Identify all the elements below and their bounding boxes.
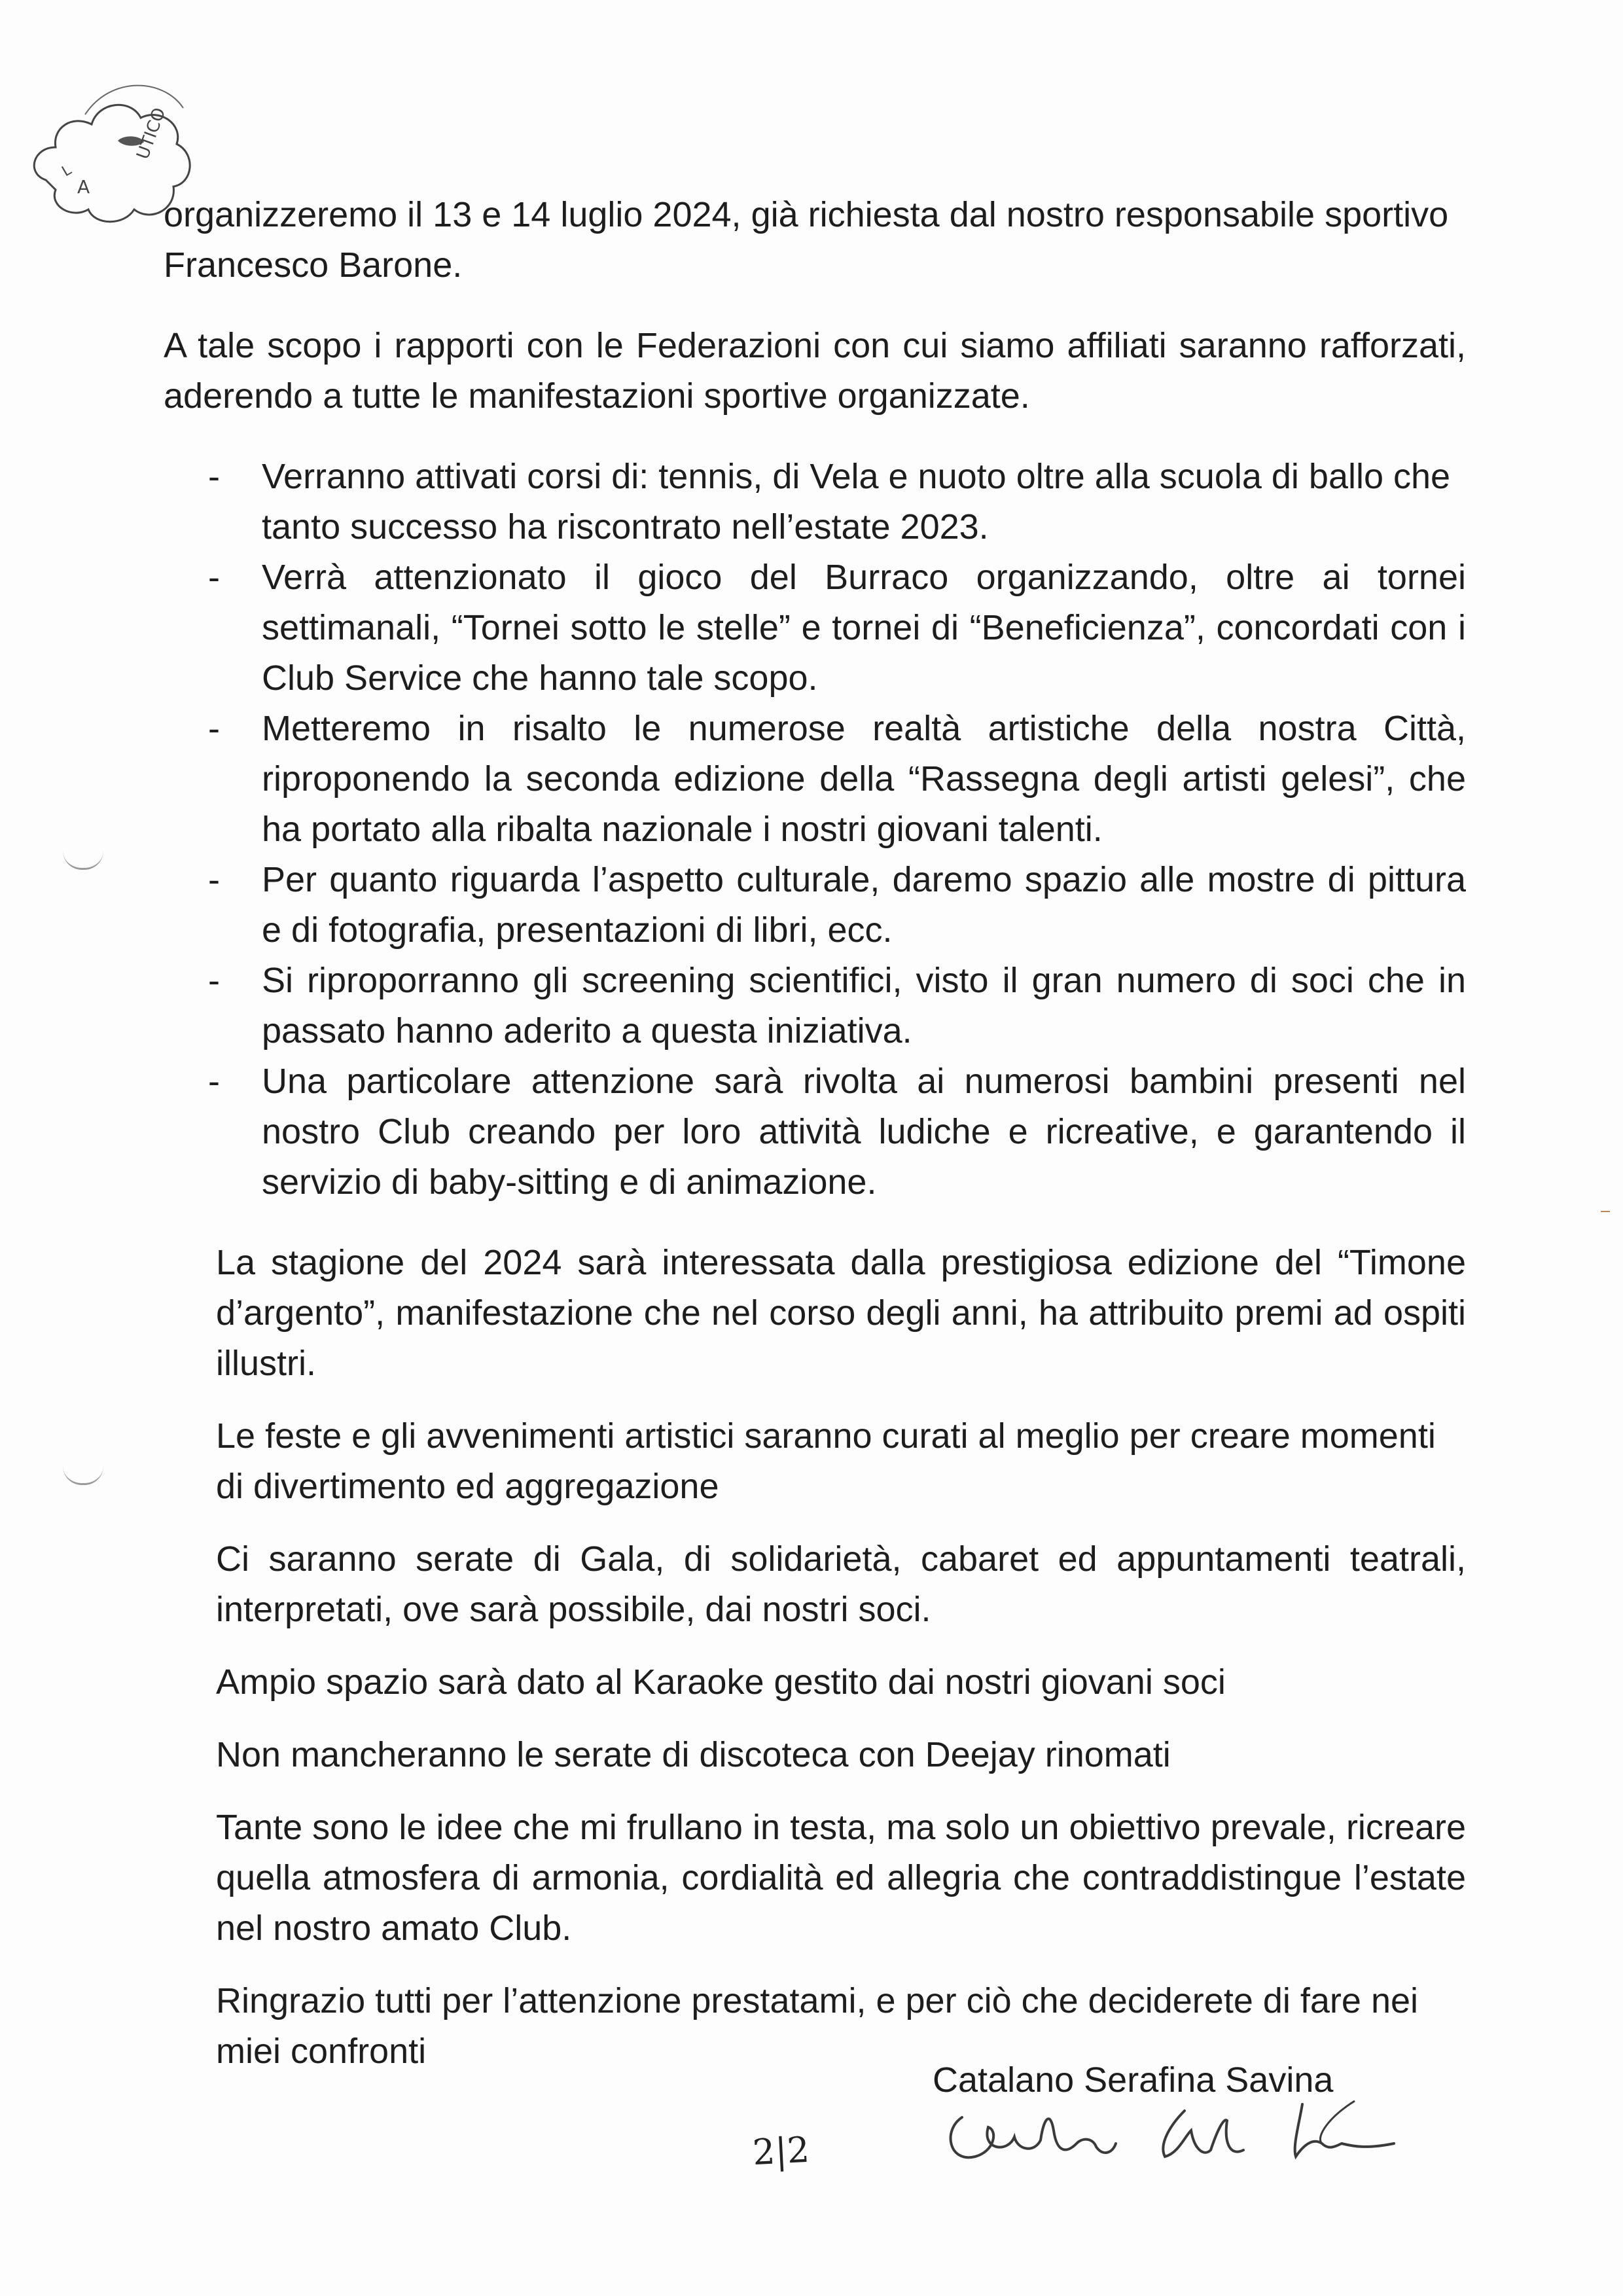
handwritten-signature (936, 2091, 1440, 2176)
svg-text:A: A (77, 176, 90, 198)
list-item: - Una particolare attenzione sarà rivolta ai numerosi bambini presenti nel nostro Club creando per loro attività ludiche e ricreative, e garantendo il servizio di baby-sitting e di animazione. (208, 1062, 1466, 1202)
paragraph: organizzeremo il 13 e 14 luglio 2024, già richiesta dal nostro responsabile sportivo Francesco Barone. (164, 195, 1449, 285)
punch-hole-mark (63, 851, 103, 870)
svg-text:L: L (59, 162, 75, 181)
list-item: - Metteremo in risalto le numerose realtà artistiche della nostra Città, riproponendo la seconda edizione della “Rassegna degli artisti gelesi”, che ha portato alla ribalta nazionale i nostri giovani talenti. (208, 709, 1466, 849)
paragraph: Ringrazio tutti per l’attenzione prestatami, e per ciò che deciderete di fare nei miei confronti (216, 1981, 1419, 2071)
margin-mark (1601, 1211, 1610, 1212)
punch-hole-mark (63, 1466, 103, 1485)
list-item: - Verranno attivati corsi di: tennis, di Vela e nuoto oltre alla scuola di ballo che tanto successo ha riscontrato nell’estate 2023. (208, 457, 1451, 547)
paragraph: Ampio spazio sarà dato al Karaoke gestito dai nostri giovani soci (216, 1662, 1226, 1702)
list-item: - Per quanto riguarda l’aspetto culturale, daremo spazio alle mostre di pittura e di fotografia, presentazioni di libri, ecc. (208, 860, 1466, 950)
closing-section (216, 1238, 1466, 2077)
page-number: 2|2 (751, 2128, 811, 2174)
list-item: - Verrà attenzionato il gioco del Burraco organizzando, oltre ai tornei settimanali, “Tornei sotto le stelle” e tornei di “Beneficienza”, concordati con i Club Service che hanno tale scopo. (208, 558, 1466, 698)
list-item: - Si riproporranno gli screening scientifici, visto il gran numero di soci che in passato hanno aderito a questa iniziativa. (208, 961, 1466, 1050)
activity-list (164, 452, 1466, 1208)
paragraph: Le feste e gli avvenimenti artistici saranno curati al meglio per creare momenti di divertimento ed aggregazione (216, 1416, 1436, 1506)
paragraph: Ci saranno serate di Gala, di solidarietà, cabaret ed appuntamenti teatrali, interpretati, ove sarà possibile, dai nostri soci. (216, 1539, 1466, 1629)
paragraph: Non mancheranno le serate di discoteca con Deejay rinomati (216, 1735, 1171, 1774)
svg-text:UTICO: UTICO (133, 105, 170, 162)
letter-body (164, 190, 1466, 2099)
paragraph: La stagione del 2024 sarà interessata dalla prestigiosa edizione del “Timone d’argento”, manifestazione che nel corso degli anni, ha attribuito premi ad ospiti illustri. (216, 1243, 1466, 1383)
signer-name: Catalano Serafina Savina (933, 2060, 1334, 2100)
paragraph: A tale scopo i rapporti con le Federazioni con cui siamo affiliati saranno rafforzati, aderendo a tutte le manifestazioni sportive organizzate. (164, 326, 1466, 416)
paragraph: Tante sono le idee che mi frullano in testa, ma solo un obiettivo prevale, ricreare quella atmosfera di armonia, cordialità ed allegria che contraddistingue l’estate nel nostro amato Club. (216, 1808, 1466, 1948)
